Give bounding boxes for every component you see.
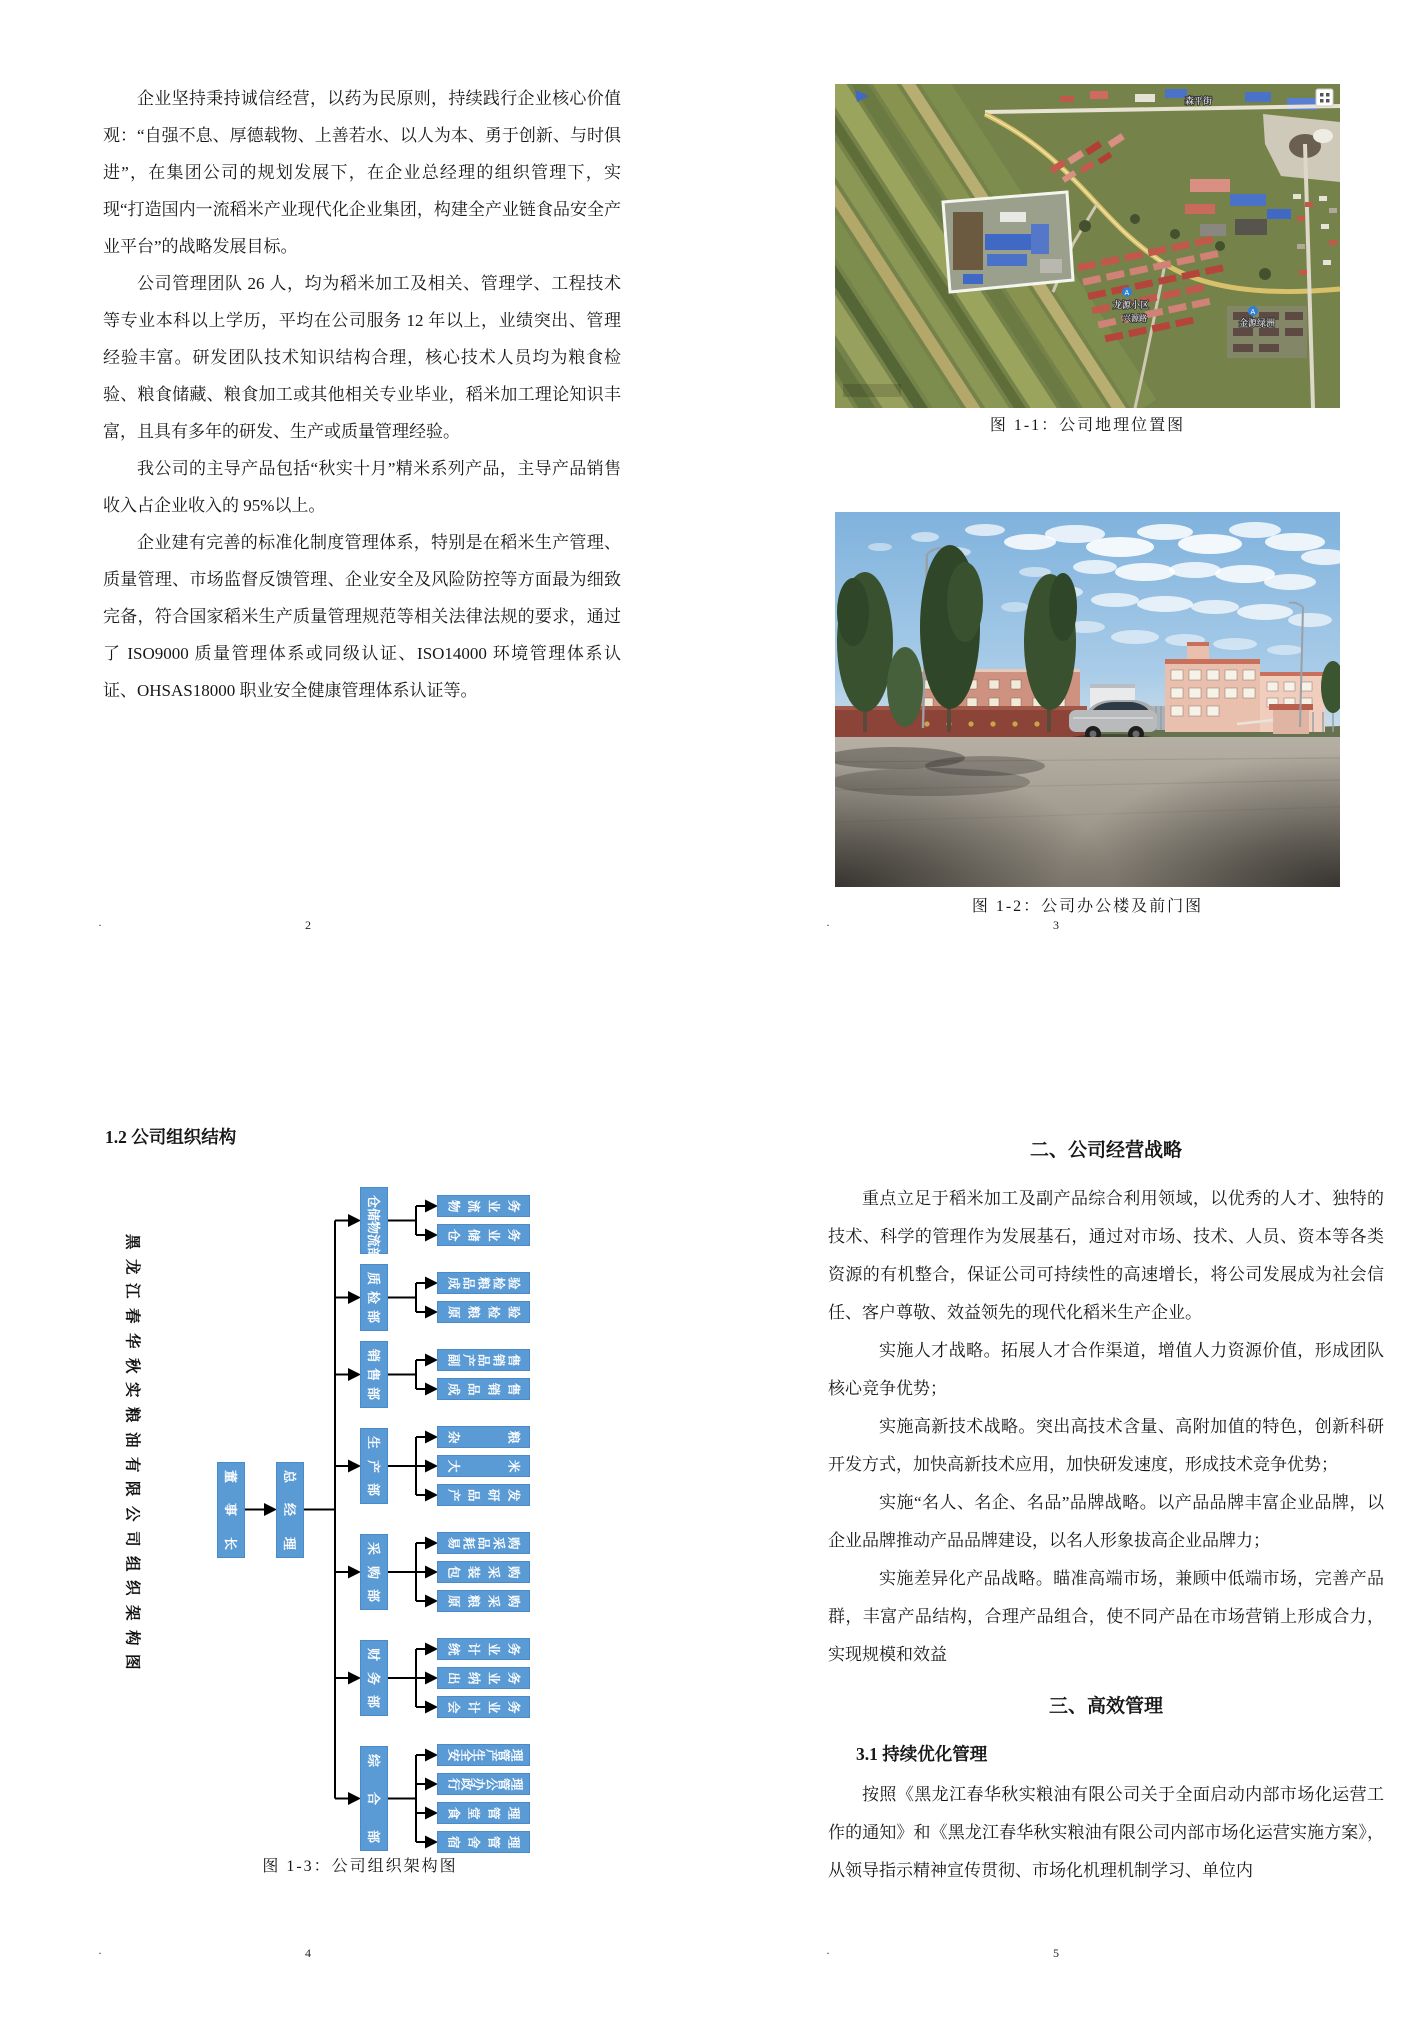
org-title-char: 限 [123, 1481, 141, 1497]
org-box-char: 宿 [446, 1835, 461, 1849]
paragraph: 企业坚持秉持诚信经营，以药为民原则，持续践行企业核心价值观：“自强不息、厚德载物、上善若水、以人为本、勇于创新、与时俱进”，在集团公司的规划发展下，在企业总经理的组织管理下，实现“打造国内一流稻米产业现代化企业集团，构建全产业链食品安全产业平台”的战略发展目标。 [103, 89, 621, 256]
org-title-char: 秋 [123, 1357, 141, 1374]
org-box-char: 业 [486, 1199, 501, 1213]
org-box-char: 生 [471, 1748, 486, 1762]
org-box-char: 务 [506, 1671, 521, 1685]
org-box-char: 食 [446, 1806, 461, 1820]
org-box-char: 务 [506, 1700, 521, 1714]
org-box-char: 产 [461, 1353, 476, 1367]
section-heading-management: 三、高效管理 [1048, 1696, 1163, 1717]
org-leaf-box [437, 1831, 530, 1853]
org-box-char: 售 [506, 1382, 521, 1396]
org-box-char: 堂 [466, 1806, 481, 1820]
org-box-char: 仓 [366, 1194, 382, 1209]
org-box-char: 产 [446, 1488, 461, 1502]
org-box-char: 售 [506, 1353, 521, 1367]
section-heading-org-structure: 1.2 公司组织结构 [105, 1127, 237, 1147]
org-box-char: 采 [486, 1594, 501, 1608]
org-box-char: 采 [486, 1565, 501, 1579]
org-title-char: 织 [123, 1580, 141, 1596]
org-box-char: 舍 [466, 1835, 481, 1849]
org-box-char: 理 [282, 1536, 298, 1550]
page-2-number: 2 [305, 918, 311, 932]
org-dept-box [360, 1640, 388, 1716]
org-box-char: 研 [486, 1488, 501, 1502]
org-box-char: 务 [506, 1228, 521, 1242]
org-box-char: 合 [366, 1791, 382, 1806]
org-box-char: 耗 [461, 1536, 476, 1550]
org-box-char: 务 [366, 1671, 382, 1685]
map-quarry-spoil [1313, 129, 1333, 143]
paragraph: 重点立足于稻米加工及副产品综合利用领域，以优秀的人才、独特的技术、科学的管理作为发展基石，通过对市场、技术、人员、资本等各类资源的有机整合，保证公司可持续性的高速增长，将公司发展成为社会信任、客户尊敬、效益领先的现代化稻米生产企业。 [828, 1189, 1384, 1322]
org-leaf-box [437, 1378, 530, 1400]
org-box-char: 粮 [476, 1276, 491, 1290]
org-leaf-box [437, 1590, 530, 1612]
figure-caption: 图 1-3：公司组织架构图 [262, 1858, 458, 1875]
org-title-char: 华 [123, 1332, 141, 1349]
org-title-char: 架 [123, 1605, 141, 1621]
paragraph: 实施人才战略。拓展人才合作渠道，增值人力资源价值，形成团队核心竞争优势； [828, 1341, 1384, 1398]
org-box-char: 管 [486, 1835, 501, 1849]
org-box-char: 会 [446, 1700, 461, 1714]
org-box-char: 部 [366, 1309, 382, 1324]
org-box-char: 成 [446, 1382, 461, 1396]
org-chairman-box [217, 1462, 245, 1558]
org-title-char: 组 [123, 1555, 141, 1572]
org-title-char: 江 [123, 1283, 141, 1299]
page-4-number: 4 [305, 1946, 311, 1960]
org-title-char: 实 [123, 1382, 141, 1398]
org-box-char: 总 [282, 1469, 298, 1483]
org-box-char: 业 [486, 1700, 501, 1714]
org-box-char: 部 [366, 1246, 382, 1261]
org-dept-box [360, 1428, 388, 1504]
org-box-char: 粮 [506, 1430, 521, 1444]
subsection-heading: 3.1 持续优化管理 [856, 1744, 988, 1764]
paragraph: 实施差异化产品战略。瞄准高端市场，兼顾中低端市场，完善产品群，丰富产品结构，合理产品组合，使不同产品在市场营销上形成合力，实现规模和效益 [828, 1569, 1384, 1664]
map-label-estate-right: 金源绿洲 [1239, 318, 1276, 328]
page-4-margin-mark: · [98, 1946, 102, 1960]
org-box-char: 理 [509, 1748, 524, 1762]
page-5-margin-mark: · [826, 1946, 830, 1960]
figure-caption: 图 1-2：公司办公楼及前门图 [971, 898, 1204, 915]
org-box-char: 部 [366, 1386, 382, 1401]
org-box-char: 业 [486, 1228, 501, 1242]
org-box-char: 储 [466, 1228, 481, 1242]
org-box-char: 品 [476, 1353, 491, 1367]
org-leaf-box [437, 1744, 530, 1766]
page-2-margin-mark: · [98, 918, 102, 932]
org-box-char: 业 [486, 1642, 501, 1656]
org-title-char: 图 [123, 1654, 141, 1670]
org-box-char: 理 [506, 1835, 521, 1849]
org-leaf-box [437, 1224, 530, 1246]
map-expand-control-icon [1316, 89, 1333, 106]
org-box-char: 包 [446, 1565, 461, 1579]
org-box-char: 业 [486, 1671, 501, 1685]
org-dept-box [360, 1746, 388, 1851]
org-box-char: 购 [506, 1536, 521, 1550]
org-box-char: 采 [366, 1541, 382, 1556]
org-box-char: 纳 [466, 1671, 481, 1685]
org-box-char: 粮 [466, 1305, 481, 1319]
org-box-char: 综 [366, 1753, 382, 1768]
org-box-char: 产 [484, 1748, 499, 1762]
org-title-char: 司 [123, 1530, 141, 1547]
org-box-char: 行 [446, 1777, 461, 1791]
org-title-char: 构 [123, 1629, 141, 1646]
org-box-char: 出 [446, 1671, 461, 1685]
org-leaf-box [437, 1561, 530, 1583]
org-leaf-box [437, 1349, 530, 1371]
org-box-char: 流 [366, 1233, 382, 1248]
org-box-char: 销 [366, 1348, 382, 1363]
org-box-char: 计 [466, 1700, 481, 1714]
org-box-char: 务 [506, 1199, 521, 1213]
figure-caption: 图 1-1：公司地理位置图 [989, 417, 1186, 434]
page-2-text-column [103, 80, 621, 709]
org-box-char: 事 [223, 1502, 239, 1517]
map-factory-compound [943, 192, 1073, 292]
org-leaf-box [437, 1484, 530, 1506]
org-box-char: 经 [282, 1502, 298, 1517]
paragraph: 我公司的主导产品包括“秋实十月”精米系列产品，主导产品销售收入占企业收入的 95%以上。 [103, 459, 621, 515]
org-box-char: 检 [491, 1276, 506, 1290]
org-box-char: 原 [446, 1594, 461, 1608]
org-leaf-box [437, 1638, 530, 1660]
org-box-char: 董 [223, 1469, 239, 1483]
org-box-char: 购 [366, 1565, 382, 1579]
map-label-street: 森平街 [1185, 96, 1213, 106]
org-box-char: 检 [486, 1305, 501, 1319]
page-3-margin-mark: · [826, 918, 830, 932]
org-box-char: 办 [471, 1777, 486, 1791]
org-box-char: 全 [459, 1748, 474, 1762]
org-box-char: 仓 [446, 1228, 461, 1242]
org-box-char: 大 [446, 1459, 461, 1473]
org-box-char: 流 [466, 1199, 481, 1213]
org-leaf-box [437, 1802, 530, 1824]
org-box-char: 销 [486, 1382, 501, 1396]
org-box-char: 检 [366, 1290, 382, 1305]
figure-satellite-map [835, 84, 1340, 408]
page-3-number: 3 [1053, 918, 1059, 932]
map-label-road-center: 兴源路 [1123, 314, 1147, 323]
org-leaf-box [437, 1272, 530, 1294]
org-box-char: 储 [366, 1207, 382, 1222]
org-box-char: 易 [446, 1536, 461, 1550]
org-box-char: 品 [466, 1382, 481, 1396]
org-general-manager-box [276, 1462, 304, 1558]
org-box-char: 品 [466, 1488, 481, 1502]
org-box-char: 杂 [446, 1430, 461, 1444]
org-box-char: 购 [506, 1594, 521, 1608]
org-box-char: 计 [466, 1642, 481, 1656]
org-leaf-box [437, 1426, 530, 1448]
org-box-char: 产 [366, 1459, 382, 1473]
map-label-estate-center: 龙源小区 [1113, 300, 1150, 310]
org-box-char: 管 [486, 1806, 501, 1820]
org-box-char: 部 [366, 1694, 382, 1709]
org-title-char: 龙 [123, 1258, 141, 1275]
org-box-char: 副 [446, 1353, 461, 1367]
org-box-char: 品 [476, 1536, 491, 1550]
paragraph: 按照《黑龙江春华秋实粮油有限公司关于全面启动内部市场化运营工作的通知》和《黑龙江春华秋实粮油有限公司内部市场化运营实施方案》，从领导指示精神宣传贯彻、市场化机理机制学习、单位内 [828, 1785, 1384, 1880]
org-title-char: 公 [123, 1506, 141, 1522]
org-box-char: 管 [496, 1777, 511, 1791]
org-box-char: 安 [446, 1748, 461, 1762]
org-leaf-box [437, 1195, 530, 1217]
org-dept-box [360, 1341, 388, 1408]
photo-guard-house [1273, 708, 1309, 734]
org-title-char: 粮 [123, 1407, 141, 1423]
org-title-char: 春 [123, 1308, 141, 1324]
org-box-char: 财 [366, 1647, 382, 1662]
photo-vignette-right [1060, 752, 1340, 887]
paragraph: 公司管理团队 26 人，均为稻米加工及相关、管理学、工程技术等专业本科以上学历，平均在公司服务 12 年以上，业绩突出、管理经验丰富。研发团队技术知识结构合理，核心技术人员均为粮食检验、粮食储藏、粮食加工或其他相关专业毕业，稻米加工理论知识丰富，且具有多年的研发、生产或质量管理经验。 [103, 274, 621, 441]
org-box-char: 验 [506, 1276, 521, 1290]
org-title-char: 油 [123, 1431, 141, 1448]
org-box-char: 成 [446, 1276, 461, 1290]
org-box-char: 理 [509, 1777, 524, 1791]
org-box-char: 装 [466, 1565, 481, 1579]
org-box-char: 部 [366, 1588, 382, 1603]
org-box-char: 采 [491, 1536, 506, 1550]
page-5-text-column [828, 1130, 1384, 1890]
org-dept-box [360, 1534, 388, 1610]
section-heading-strategy: 二、公司经营战略 [1029, 1140, 1182, 1161]
org-box-char: 销 [491, 1353, 506, 1367]
paragraph: 企业建有完善的标准化制度管理体系，特别是在稻米生产管理、质量管理、市场监督反馈管理、企业安全及风险防控等方面最为细致完备，符合国家稻米生产质量管理规范等相关法律法规的要求，通过了 ISO9000 质量管理体系或同级认证、ISO14000 环境管理体系认证、OHSAS18000 职业安全健康管理体系认证等。 [103, 533, 621, 700]
org-box-char: 生 [366, 1435, 382, 1450]
org-box-char: 部 [366, 1482, 382, 1497]
org-box-char: 政 [459, 1777, 474, 1791]
org-chart [105, 1172, 550, 1872]
page-5-number: 5 [1053, 1946, 1059, 1960]
org-leaf-box [437, 1455, 530, 1477]
map-watermark [843, 384, 901, 397]
figure-office-photo [835, 512, 1340, 887]
org-dept-box [360, 1187, 388, 1261]
svg-text:A: A [1124, 290, 1130, 297]
org-leaf-box [437, 1301, 530, 1323]
org-dept-box [360, 1264, 388, 1331]
svg-text:A: A [1250, 309, 1256, 316]
org-title-char: 黑 [123, 1233, 141, 1250]
org-chart-title [117, 1234, 147, 1670]
org-box-char: 理 [506, 1806, 521, 1820]
org-leaf-box [437, 1667, 530, 1689]
org-box-char: 发 [506, 1488, 521, 1502]
paragraph: 实施“名人、名企、名品”品牌战略。以产品品牌丰富企业品牌，以企业品牌推动产品品牌建设，以名人形象拔高企业品牌力； [828, 1493, 1384, 1550]
paragraph: 实施高新技术战略。突出高技术含量、高附加值的特色，创新科研开发方式，加快高新技术应用，加快研发速度，形成技术竞争优势； [828, 1417, 1384, 1474]
org-box-char: 部 [366, 1829, 382, 1844]
org-leaf-box [437, 1773, 530, 1795]
org-box-char: 品 [461, 1276, 476, 1290]
org-box-char: 验 [506, 1305, 521, 1319]
org-box-char: 物 [366, 1220, 382, 1235]
org-box-char: 务 [506, 1642, 521, 1656]
org-leaf-box [437, 1532, 530, 1554]
org-box-char: 公 [484, 1777, 499, 1791]
org-box-char: 购 [506, 1565, 521, 1579]
org-box-char: 米 [506, 1459, 521, 1473]
org-box-char: 粮 [466, 1594, 481, 1608]
org-box-char: 长 [223, 1536, 239, 1550]
map-estate-right [1227, 306, 1307, 358]
org-box-char: 售 [366, 1367, 382, 1382]
org-box-char: 原 [446, 1305, 461, 1319]
org-box-char: 质 [366, 1271, 382, 1286]
org-box-char: 物 [446, 1199, 461, 1213]
org-title-char: 有 [123, 1456, 141, 1473]
org-box-char: 统 [446, 1642, 461, 1656]
org-box-char: 管 [496, 1748, 511, 1762]
org-leaf-box [437, 1696, 530, 1718]
